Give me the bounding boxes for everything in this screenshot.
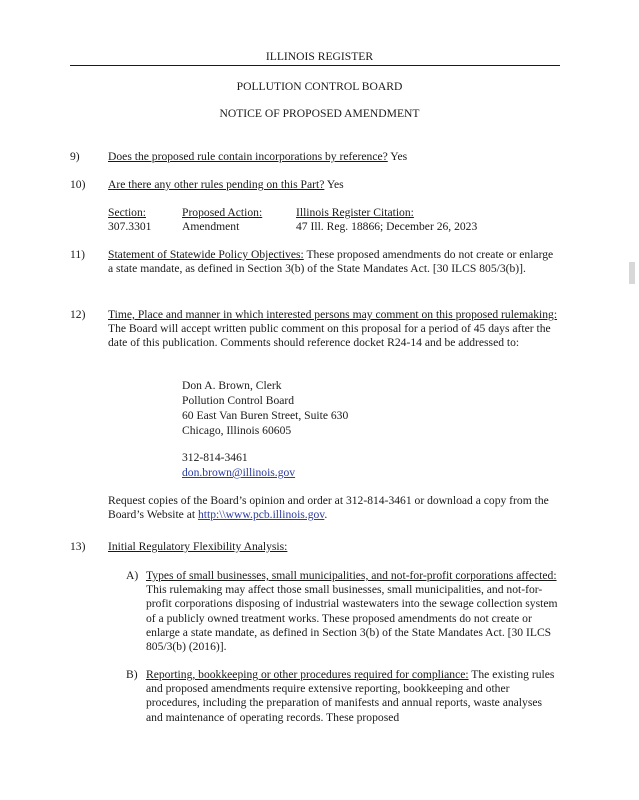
request-text: Request copies of the Board’s opinion and order at 312-814-3461 or download a copy from the Board’s Website at	[108, 494, 549, 522]
item-13b-text: The existing rules and proposed amendments require extensive reporting, bookkeeping and other procedures, including the preparation of manifests and annual reports, waste analyses and maintenance of operating records. These proposed	[146, 668, 555, 724]
notice-title: NOTICE OF PROPOSED AMENDMENT	[219, 107, 420, 120]
pending-section: 307.3301	[108, 220, 152, 233]
item-11-number: 11)	[70, 248, 86, 261]
request-copies	[108, 494, 560, 522]
email-link-text[interactable]: don.brown@illinois.gov	[182, 466, 296, 479]
item-12-text: The Board will accept written public comment on this proposal for a period of 45 days after the date of this publication. Comments should reference docket R24-14 and be addressed to:	[108, 322, 551, 350]
item-10-answer: Yes	[326, 178, 344, 191]
register-header: ILLINOIS REGISTER	[265, 50, 374, 63]
request-end: .	[324, 508, 328, 522]
pending-citation: 47 Ill. Reg. 18866; December 26, 2023	[296, 220, 478, 233]
item-11-label: Statement of Statewide Policy Objectives:	[108, 248, 304, 261]
item-9	[108, 150, 560, 164]
contact-phone: 312-814-3461	[182, 451, 248, 464]
item-13b-label: Reporting, bookkeeping or other procedures required for compliance:	[146, 668, 469, 681]
item-13a-text: This rulemaking may affect those small businesses, small municipalities, and not-for-profit corporations disposing of industrial wastewaters into the sewage collection system of a publicly owned treatment works. These proposed amendments do not create or enlarge a state mandate, as defined in Section 3(b) of the State Mandates Act. [30 ILCS 805/3(b) (2016)].	[146, 583, 558, 654]
col-citation-header: Illinois Register Citation:	[296, 206, 414, 219]
board-name: POLLUTION CONTROL BOARD	[236, 80, 403, 93]
website-link[interactable]: http:\\www.pcb.illinois.gov	[197, 508, 325, 522]
address-name: Don A. Brown, Clerk	[182, 379, 282, 392]
pending-action: Amendment	[182, 220, 240, 233]
item-13a-label: Types of small businesses, small municipalities, and not-for-profit corporations affected:	[146, 569, 557, 582]
item-12-number: 12)	[70, 308, 86, 321]
item-13a	[146, 569, 558, 654]
item-12-label: Time, Place and manner in which interested persons may comment on this proposed rulemaking:	[108, 308, 558, 321]
item-13-number: 13)	[70, 540, 86, 553]
item-9-answer: Yes	[390, 150, 408, 163]
item-9-number: 9)	[70, 150, 80, 163]
item-10	[108, 178, 560, 192]
contact-email-link[interactable]	[182, 466, 295, 480]
address-org: Pollution Control Board	[182, 394, 295, 407]
scan-edge-mark	[629, 262, 635, 284]
item-13	[108, 540, 560, 554]
address-city: Chicago, Illinois 60605	[182, 424, 292, 437]
item-13-label: Initial Regulatory Flexibility Analysis:	[108, 540, 288, 553]
item-10-question: Are there any other rules pending on this Part?	[108, 178, 325, 191]
item-13b	[146, 668, 558, 725]
address-street: 60 East Van Buren Street, Suite 630	[182, 409, 349, 422]
col-section-header: Section:	[108, 206, 146, 219]
header-rule	[70, 65, 560, 66]
item-12	[108, 308, 560, 351]
item-11-text: These proposed amendments do not create or enlarge a state mandate, as defined in Section 3(b) of the State Mandates Act. [30 ILCS 805/3(b)].	[108, 248, 554, 276]
col-action-header: Proposed Action:	[182, 206, 263, 219]
item-13a-letter: A)	[126, 569, 139, 582]
item-10-number: 10)	[70, 178, 86, 191]
item-13b-letter: B)	[126, 668, 138, 681]
item-9-question: Does the proposed rule contain incorporations by reference?	[108, 150, 388, 163]
item-11	[108, 248, 560, 276]
